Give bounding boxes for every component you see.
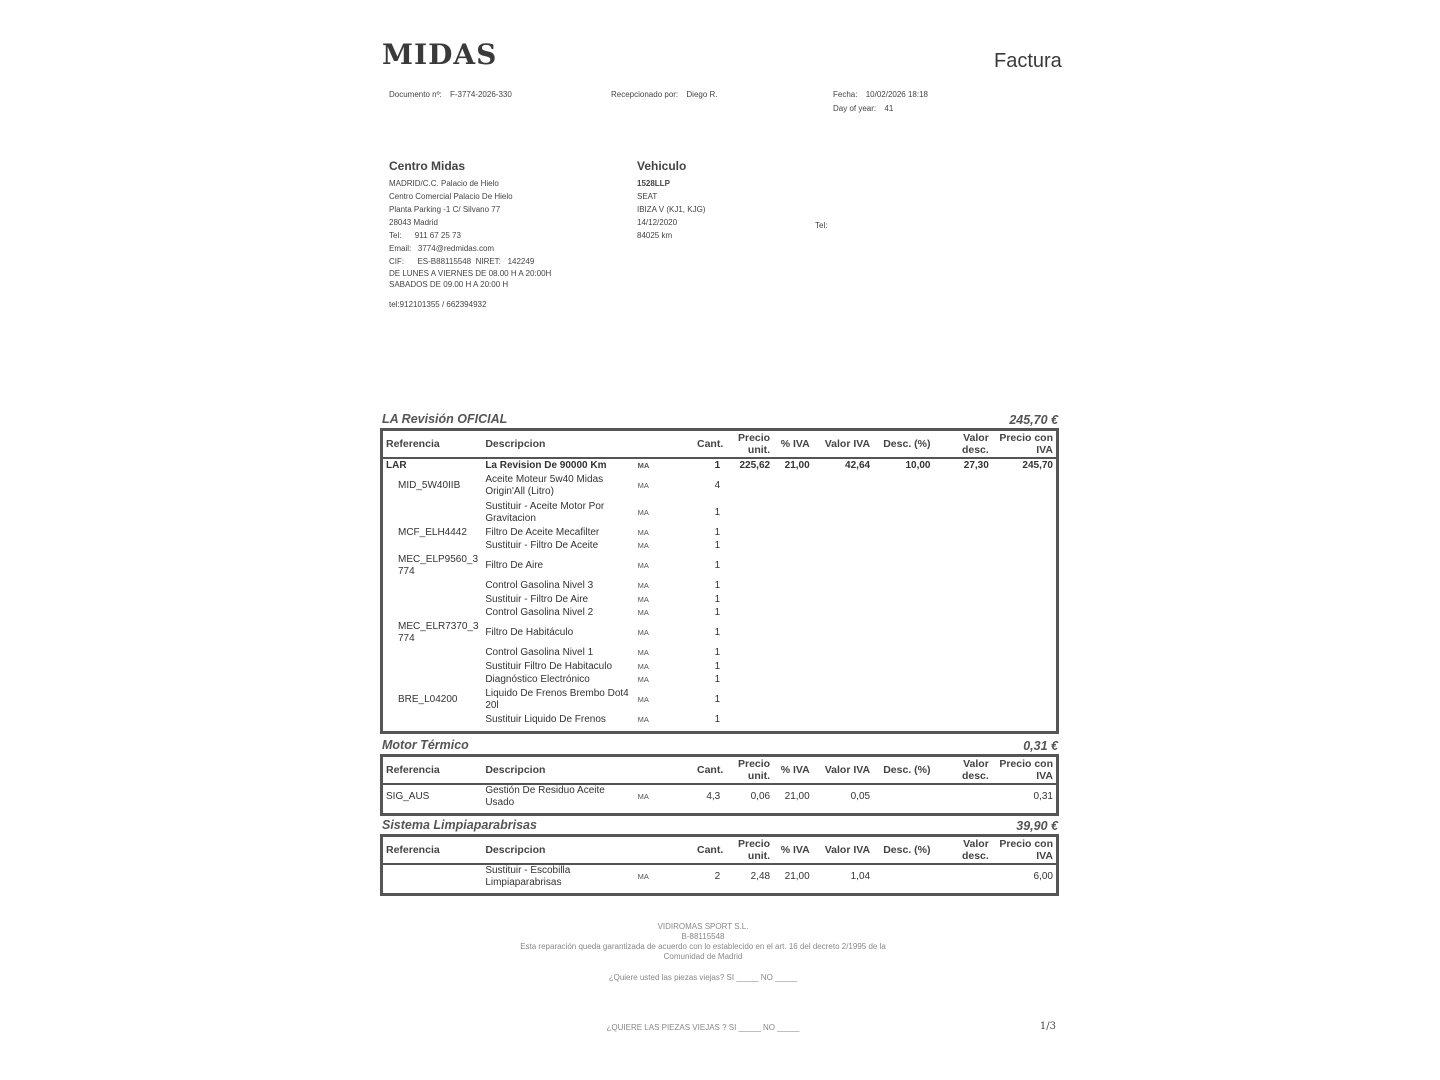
cell-um: MA [637, 594, 649, 604]
cell-desc: Filtro De Aceite Mecafilter [485, 526, 600, 538]
cell-cant: 4 [714, 479, 721, 491]
cell-ref: MEC_ELP9560_3 774 [398, 554, 479, 578]
filler-cell [382, 889, 1058, 895]
cell-valor-iva: 42,64 [845, 459, 871, 471]
cell-desc: Gestión De Residuo Aceite Usado [485, 785, 605, 808]
centro-line: 28043 Madrid [389, 218, 438, 227]
cell-precio-iva: 6,00 [1033, 871, 1053, 882]
cell-ref: LAR [386, 459, 407, 471]
cell-iva: 21,00 [784, 791, 810, 802]
cell-cant: 1 [714, 660, 721, 672]
cell-ref: MID_5W40IIB [398, 479, 461, 491]
cell-ref [382, 539, 478, 552]
cell-desc-pct [873, 606, 933, 619]
table-row [382, 620, 1058, 647]
section-title: Motor Térmico [382, 738, 469, 752]
cell-um: MA [637, 695, 649, 705]
cell-iva [773, 620, 813, 647]
cell-cant: 4,3 [706, 791, 721, 802]
cell-valor-desc [933, 593, 991, 606]
cell-cant: 1 [714, 560, 721, 572]
cell-iva [773, 593, 813, 606]
centro-block [389, 159, 551, 311]
cell-iva [773, 553, 813, 580]
cell-valor-desc [933, 714, 991, 727]
cell-um: MA [637, 527, 649, 537]
cell-um: MA [637, 872, 649, 881]
section-title: LA Revisión OFICIAL [382, 412, 508, 426]
cell-valor-iva [813, 714, 873, 727]
cell-valor-iva [813, 593, 873, 606]
centro-line: Tel: 911 67 25 73 [389, 231, 461, 240]
documento-value: F-3774-2026-330 [449, 90, 512, 99]
cell-valor-desc [933, 784, 991, 809]
cell-desc: Sustituir - Escobilla Limpiaparabrisas [485, 865, 571, 888]
cell-precio [726, 593, 773, 606]
column-header-iva: % IVA [773, 756, 813, 785]
footer-warranty: Esta reparación queda garantizada de acuerdo con lo establecido en el art. 16 del decreto 2/1995 de la [520, 942, 886, 951]
cell-ref: SIG_AUS [386, 791, 430, 802]
column-header-iva: % IVA [773, 430, 813, 459]
cell-desc-pct [873, 580, 933, 593]
cell-precio-iva: 245,70 [1022, 459, 1053, 471]
centro-lines [389, 177, 551, 311]
cell-valor-iva [813, 539, 873, 552]
centro-tel-extra: tel:912101355 / 662394932 [389, 300, 487, 309]
cell-um: MA [637, 581, 649, 591]
cell-valor-iva [813, 553, 873, 580]
recepcionado-value: Diego R. [686, 90, 718, 99]
cell-ref: MEC_ELR7370_3 774 [398, 621, 479, 645]
documento-label: Documento nº: [389, 90, 442, 99]
footer-question: ¿Quiere usted las piezas viejas? SI _____ NO _____ [608, 973, 798, 982]
cell-valor-iva [813, 473, 873, 500]
centro-line: Planta Parking -1 C/ Silvano 77 [389, 205, 501, 214]
column-header-cant: Cant. [681, 756, 726, 785]
cell-um: MA [637, 715, 649, 725]
cell-iva [773, 473, 813, 500]
cell-um: MA [637, 661, 649, 671]
cell-precio [726, 499, 773, 526]
section-title: Sistema Limpiaparabrisas [382, 818, 537, 832]
document-title: Factura [994, 50, 1062, 72]
table-row [382, 687, 1058, 714]
cell-ref [382, 593, 478, 606]
column-header-ref: Referencia [382, 836, 478, 865]
cell-precio [726, 580, 773, 593]
vehiculo-line: SEAT [637, 192, 658, 201]
cell-precio [726, 539, 773, 552]
cell-valor-iva [813, 606, 873, 619]
cell-ref [382, 864, 478, 889]
section-total: 0,31 € [1023, 739, 1058, 753]
cell-desc: Control Gasolina Nivel 1 [485, 647, 594, 659]
cell-valor-desc [933, 660, 991, 673]
cell-desc-pct [873, 620, 933, 647]
recepcionado-label: Recepcionado por: [611, 90, 679, 99]
cell-um: MA [637, 648, 649, 658]
cell-ref: BRE_L04200 [398, 694, 458, 706]
table-row [382, 673, 1058, 686]
items-table [380, 754, 1059, 816]
cell-um: MA [637, 792, 649, 801]
cell-valor-desc [933, 647, 991, 660]
cell-valor-desc [933, 606, 991, 619]
cell-desc: Sustituir Liquido De Frenos [485, 714, 606, 726]
cell-desc-pct [873, 660, 933, 673]
cell-cant: 1 [714, 647, 721, 659]
cell-iva [773, 580, 813, 593]
vehiculo-title: Vehiculo [637, 159, 687, 173]
cell-um: MA [637, 507, 649, 517]
column-header-ref: Referencia [382, 756, 478, 785]
cell-ref [382, 499, 478, 526]
cell-desc-pct [873, 647, 933, 660]
tel-label: Tel: [815, 221, 828, 230]
column-header-desc: Descripcion [477, 430, 634, 459]
cell-desc: Filtro De Habitáculo [485, 627, 574, 639]
filler-row [382, 727, 1058, 733]
table-row [382, 784, 1058, 809]
cell-precio-iva [992, 526, 1058, 539]
cell-precio-iva [992, 539, 1058, 552]
cell-desc-pct [873, 473, 933, 500]
cell-um: MA [637, 541, 649, 551]
cell-precio-iva: 0,31 [1033, 791, 1053, 802]
column-header-um [635, 430, 682, 459]
cell-desc: Liquido De Frenos Brembo Dot4 20l [485, 688, 629, 712]
cell-precio [726, 673, 773, 686]
cell-valor-iva: 0,05 [850, 791, 871, 802]
column-header-iva: % IVA [773, 836, 813, 865]
cell-desc: Sustituir - Filtro De Aceite [485, 540, 599, 552]
cell-desc: Control Gasolina Nivel 3 [485, 580, 594, 592]
midas-logo: MIDAS [382, 38, 498, 71]
fecha-label: Fecha: [833, 90, 858, 99]
cell-um: MA [637, 480, 649, 490]
cell-valor-desc [933, 526, 991, 539]
cell-valor-desc [933, 553, 991, 580]
cell-desc: Control Gasolina Nivel 2 [485, 607, 594, 619]
cell-precio-iva [992, 687, 1058, 714]
column-header-precio-iva: Precio con IVA [992, 430, 1058, 459]
filler-row [382, 809, 1058, 815]
footer-company: VIDIROMAS SPORT S.L. [657, 922, 749, 931]
cell-precio-iva [992, 606, 1058, 619]
column-header-desc-pct: Desc. (%) [873, 756, 933, 785]
cell-valor-iva [813, 687, 873, 714]
cell-desc: Filtro De Aire [485, 560, 544, 572]
table-row [382, 553, 1058, 580]
cell-precio [726, 687, 773, 714]
column-header-valor-desc: Valor desc. [933, 430, 991, 459]
cell-ref: MCF_ELH4442 [398, 526, 467, 538]
section-total: 39,90 € [1016, 819, 1058, 833]
cell-precio-iva [992, 714, 1058, 727]
table-row [382, 660, 1058, 673]
vehiculo-line: 14/12/2020 [637, 218, 678, 227]
vehiculo-block [637, 159, 705, 242]
table-row [382, 864, 1058, 889]
cell-ref [382, 714, 478, 727]
cell-desc-pct [873, 526, 933, 539]
table-row [382, 593, 1058, 606]
cell-valor-desc: 27,30 [963, 459, 989, 471]
cell-desc: Aceite Moteur 5w40 Midas Origin'All (Litro) [485, 473, 604, 497]
cell-precio [726, 660, 773, 673]
cell-precio-iva [992, 499, 1058, 526]
centro-line: MADRID/C.C. Palacio de Hielo [389, 179, 499, 188]
cell-precio [726, 714, 773, 727]
centro-line: CIF: ES-B88115548 NIRET: 142249 [389, 257, 535, 266]
day-of-year-field [833, 102, 893, 115]
cell-precio [726, 473, 773, 500]
cell-desc: La Revision De 90000 Km [485, 459, 607, 471]
column-header-valor-iva: Valor IVA [813, 756, 873, 785]
cell-valor-desc [933, 539, 991, 552]
cell-precio-iva [992, 473, 1058, 500]
cell-desc: Sustituir Filtro De Habitaculo [485, 660, 613, 672]
table-row [382, 539, 1058, 552]
table-row [382, 458, 1058, 473]
cell-valor-desc [933, 580, 991, 593]
cell-cant: 1 [714, 459, 721, 471]
cell-iva [773, 539, 813, 552]
column-header-um [635, 836, 682, 865]
column-header-desc: Descripcion [477, 836, 634, 865]
cell-valor-iva [813, 620, 873, 647]
column-header-precio-iva: Precio con IVA [992, 836, 1058, 865]
cell-desc: Diagnóstico Electrónico [485, 674, 590, 686]
cell-cant: 1 [714, 627, 721, 639]
recepcionado-field [611, 88, 718, 101]
cell-precio-iva [992, 673, 1058, 686]
cell-precio: 0,06 [750, 791, 771, 802]
documento-field [389, 88, 512, 101]
cell-desc: Sustituir - Aceite Motor Por Gravitacion [485, 500, 605, 524]
day-value: 41 [884, 104, 894, 113]
cell-desc-pct [873, 784, 933, 809]
cell-valor-desc [933, 687, 991, 714]
cell-cant: 1 [714, 607, 721, 619]
cell-um: MA [637, 628, 649, 638]
cell-desc-pct [873, 864, 933, 889]
cell-um: MA [637, 460, 650, 470]
vehiculo-plate: 1528LLP [637, 179, 670, 188]
footer-cif: B-88115548 [681, 932, 725, 941]
cell-iva [773, 673, 813, 686]
cell-cant: 1 [714, 674, 721, 686]
items-table [380, 834, 1059, 896]
cell-cant: 1 [714, 714, 721, 726]
cell-iva [773, 499, 813, 526]
column-header-valor-iva: Valor IVA [813, 836, 873, 865]
cell-valor-desc [933, 620, 991, 647]
cell-cant: 1 [714, 506, 721, 518]
fecha-value: 10/02/2026 18:18 [865, 90, 928, 99]
table-row [382, 714, 1058, 727]
cell-iva [773, 647, 813, 660]
cell-precio [726, 620, 773, 647]
cell-precio [726, 647, 773, 660]
table-row [382, 647, 1058, 660]
table-row [382, 499, 1058, 526]
cell-desc-pct: 10,00 [905, 459, 931, 471]
vehiculo-lines [637, 177, 705, 242]
fecha-field [833, 88, 928, 101]
cell-precio: 225,62 [739, 459, 771, 471]
cell-valor-iva: 1,04 [850, 871, 871, 882]
cell-cant: 1 [714, 694, 721, 706]
footer-question-caps: ¿QUIERE LAS PIEZAS VIEJAS ? SI _____ NO _____ [606, 1023, 800, 1032]
vehiculo-line: IBIZA V (KJ1, KJG) [637, 205, 706, 214]
cell-iva [773, 526, 813, 539]
cell-valor-iva [813, 660, 873, 673]
cell-desc-pct [873, 673, 933, 686]
cell-desc-pct [873, 593, 933, 606]
table-row [382, 526, 1058, 539]
centro-title: Centro Midas [389, 159, 466, 173]
cell-desc-pct [873, 553, 933, 580]
cell-precio [726, 606, 773, 619]
cell-valor-iva [813, 499, 873, 526]
cell-ref [382, 673, 478, 686]
footer-legal [480, 922, 926, 962]
cell-valor-iva [813, 580, 873, 593]
cell-precio: 2,48 [750, 871, 771, 882]
column-header-um [635, 756, 682, 785]
cell-um: MA [637, 675, 649, 685]
column-header-desc-pct: Desc. (%) [873, 430, 933, 459]
cell-desc: Sustituir - Filtro De Aire [485, 593, 589, 605]
cell-precio [726, 553, 773, 580]
cell-um: MA [637, 608, 649, 618]
cell-ref [382, 647, 478, 660]
column-header-cant: Cant. [681, 836, 726, 865]
table-row [382, 580, 1058, 593]
cell-cant: 1 [714, 526, 721, 538]
centro-line: Email: 3774@redmidas.com [389, 244, 495, 253]
cell-precio [726, 526, 773, 539]
footer-warranty: Comunidad de Madrid [663, 952, 743, 961]
cell-precio-iva [992, 647, 1058, 660]
cell-desc-pct [873, 539, 933, 552]
cell-desc-pct [873, 714, 933, 727]
cell-iva [773, 606, 813, 619]
cell-valor-iva [813, 526, 873, 539]
cell-desc-pct [873, 499, 933, 526]
column-header-precio: Precio unit. [726, 430, 773, 459]
column-header-ref: Referencia [382, 430, 478, 459]
cell-precio-iva [992, 620, 1058, 647]
cell-precio-iva [992, 660, 1058, 673]
filler-row [382, 889, 1058, 895]
cell-ref [382, 606, 478, 619]
cell-iva [773, 714, 813, 727]
cell-valor-desc [933, 673, 991, 686]
column-header-desc: Descripcion [477, 756, 634, 785]
centro-line: Centro Comercial Palacio De Hielo [389, 192, 513, 201]
cell-ref [382, 660, 478, 673]
day-label: Day of year: [833, 104, 877, 113]
cell-precio-iva [992, 580, 1058, 593]
page-number: 1/3 [1039, 1021, 1056, 1032]
cell-cant: 2 [714, 871, 721, 882]
cell-valor-desc [933, 864, 991, 889]
cell-desc-pct [873, 687, 933, 714]
centro-line: SABADOS DE 09.00 H A 20:00 H [389, 280, 509, 289]
cell-iva: 21,00 [784, 459, 810, 471]
centro-line: DE LUNES A VIERNES DE 08.00 H A 20:00H [389, 269, 552, 278]
column-header-valor-desc: Valor desc. [933, 836, 991, 865]
column-header-valor-desc: Valor desc. [933, 756, 991, 785]
column-header-cant: Cant. [681, 430, 726, 459]
column-header-desc-pct: Desc. (%) [873, 836, 933, 865]
column-header-precio-iva: Precio con IVA [992, 756, 1058, 785]
cell-valor-iva [813, 647, 873, 660]
table-row [382, 473, 1058, 500]
cell-precio-iva [992, 593, 1058, 606]
cell-valor-desc [933, 499, 991, 526]
column-header-precio: Precio unit. [726, 756, 773, 785]
filler-cell [382, 727, 1058, 733]
section-total: 245,70 € [1009, 413, 1058, 427]
cell-cant: 1 [714, 540, 721, 552]
column-header-precio: Precio unit. [726, 836, 773, 865]
cell-cant: 1 [714, 580, 721, 592]
cell-cant: 1 [714, 593, 721, 605]
column-header-valor-iva: Valor IVA [813, 430, 873, 459]
table-row [382, 606, 1058, 619]
items-table [380, 428, 1059, 734]
cell-iva [773, 687, 813, 714]
cell-um: MA [637, 561, 649, 571]
cell-precio-iva [992, 553, 1058, 580]
cell-iva [773, 660, 813, 673]
cell-valor-desc [933, 473, 991, 500]
cell-valor-iva [813, 673, 873, 686]
filler-cell [382, 809, 1058, 815]
cell-ref [382, 580, 478, 593]
vehiculo-line: 84025 km [637, 231, 673, 240]
cell-iva: 21,00 [784, 871, 810, 882]
